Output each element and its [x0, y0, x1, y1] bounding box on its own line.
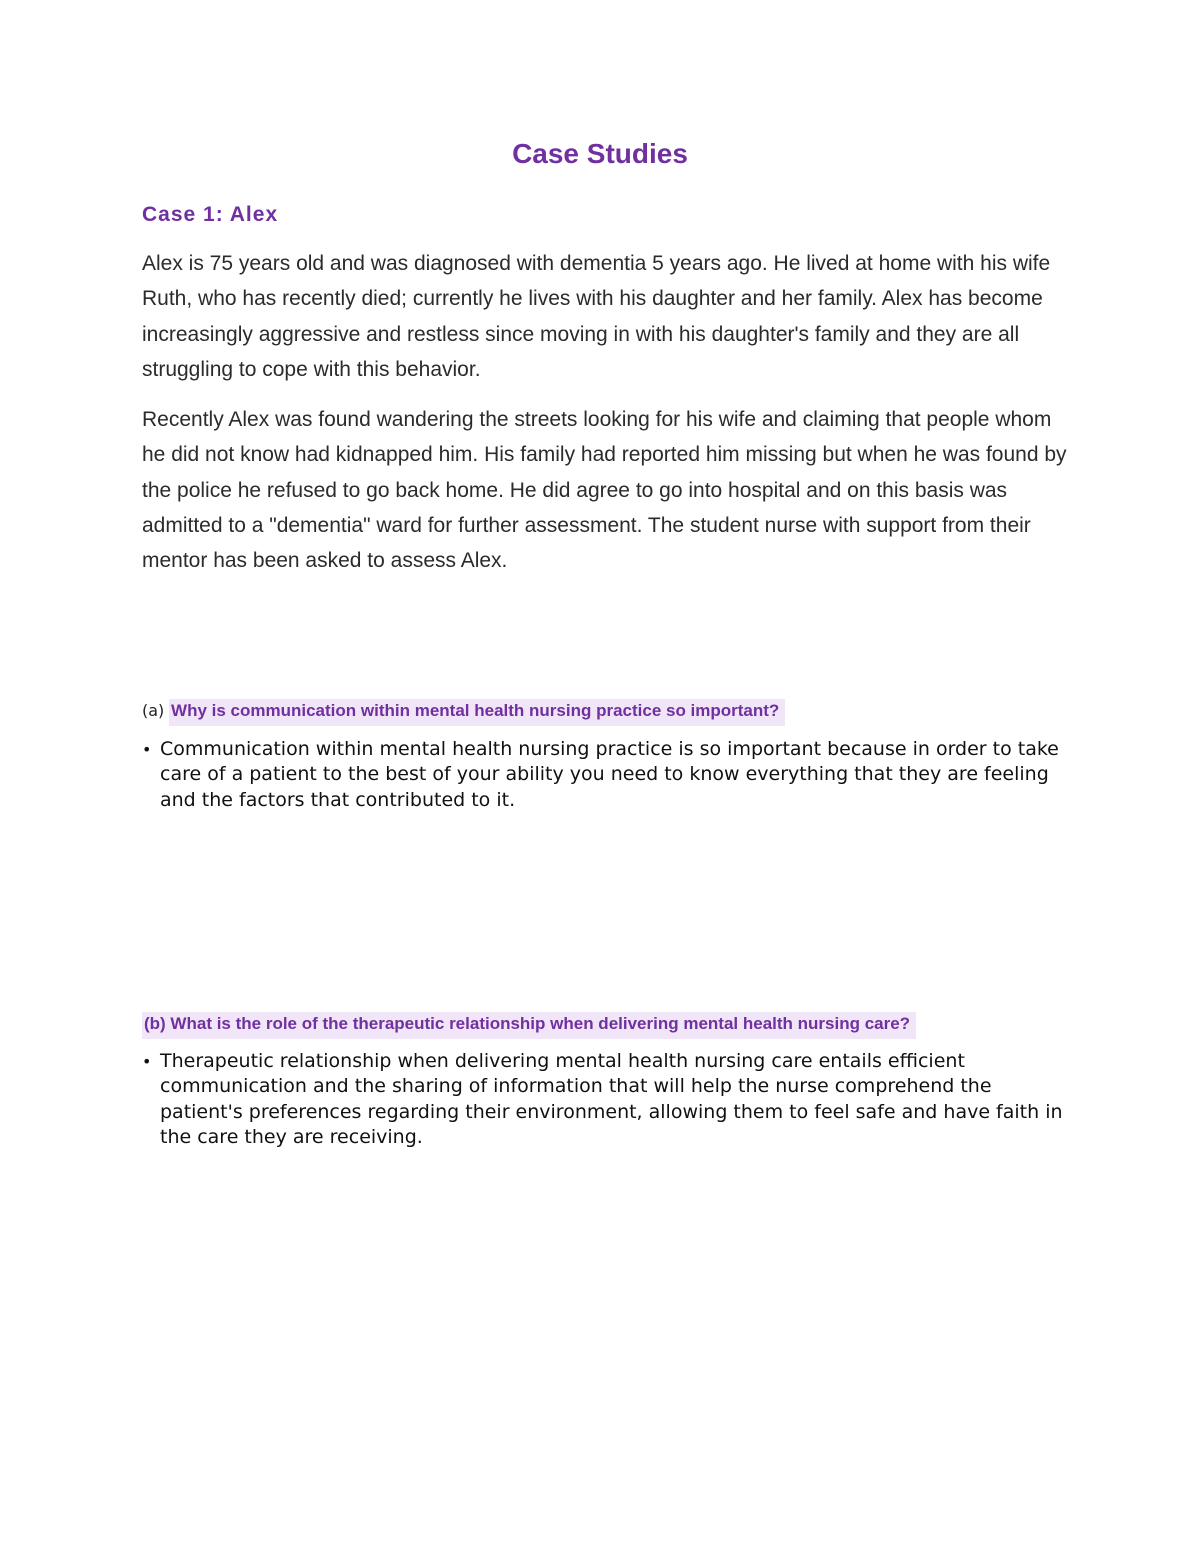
bullet-icon: • [142, 1052, 152, 1071]
question-text: (b) What is the role of the therapeutic relationship when delivering mental health nursing care? [142, 1012, 916, 1039]
bullet-icon: • [142, 740, 152, 759]
answer-list-b [142, 1049, 1072, 1151]
question-prefix: (a) [142, 701, 165, 720]
page-title: Case Studies [512, 138, 688, 169]
question-a [142, 694, 785, 728]
case-paragraph: Alex is 75 years old and was diagnosed with dementia 5 years ago. He lived at home with his wife Ruth, who has recently died; currently he lives with his daughter and her family. Alex has become increasingly aggressive and restless since moving in with his daughter's family and they are all struggling to cope with this behavior. [142, 252, 1051, 381]
question-text: Why is communication within mental health nursing practice so important? [169, 699, 785, 726]
answer-list-a [142, 737, 1072, 813]
case-heading: Case 1: Alex [142, 203, 279, 226]
answer-text: Therapeutic relationship when delivering mental health nursing care entails efficient communication and the sharing of information that will help the nurse comprehend the patient's preferences regarding their environment, allowing them to feel safe and have faith in the care they are receiving. [160, 1050, 1063, 1149]
answer-text: Communication within mental health nursing practice is so important because in order to take care of a patient to the best of your ability you need to know everything that they are feeling and the factors that contributed to it. [160, 738, 1059, 811]
question-b [142, 1007, 916, 1041]
case-paragraph: Recently Alex was found wandering the streets looking for his wife and claiming that people whom he did not know had kidnapped him. His family had reported him missing but when he was found by the police he refused to go back home. He did agree to go into hospital and on this basis was admitted to a "dementia" ward for further assessment. The student nurse with support from their mentor has been asked to assess Alex. [142, 408, 1067, 573]
list-item [142, 737, 1072, 813]
list-item [142, 1049, 1072, 1151]
